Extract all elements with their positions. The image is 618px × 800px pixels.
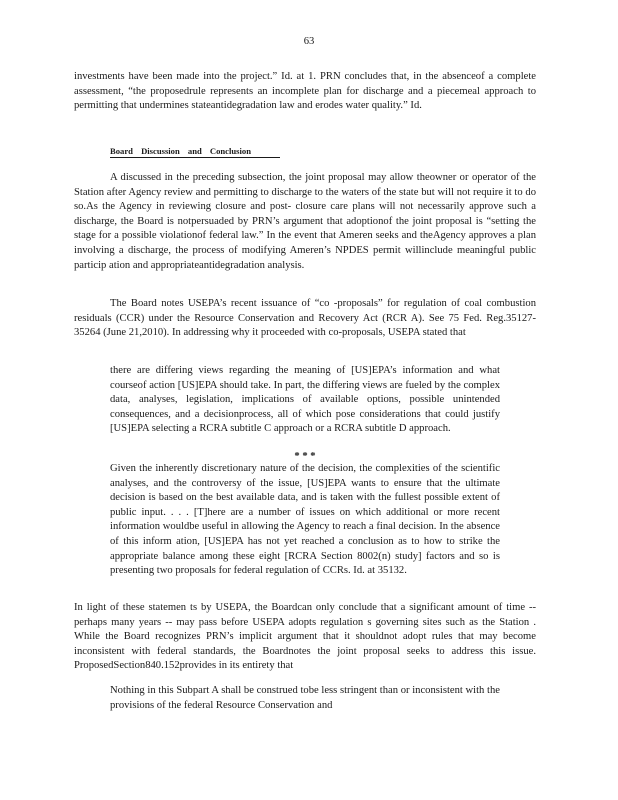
paragraph-usepa-coproposals: The Board notes USEPA’s recent issuance of “co -proposals” for regulation of coal combustion residuals (CCR) under the Resource Conservation and Recovery Act (RCR A). See 75 Fed. Reg.35127-35264 (June 21,2010). In addressing why it proceeded with co-proposals, USEPA stated that (74, 298, 536, 339)
block-quote-usepa-2: Given the inherently discretionary nature of the decision, the complexities of the scientific analyses, and the controversy of the issue, [US]EPA wants to ensure that the ultimate decision is based on the best available data, and is taken with the fullest possible extent of public input. . . . [T]here are a number of issues on which additional or more recent information wouldbe useful in allowing the Agency to reach a final decision. In the absence of this inform ation, [US]EPA has not yet reached a conclusion as to how to strike the appropriate balance among these eight [RCRA Section 8002(n) study] factors and so is presenting two proposals for federal regulation of CCRs. Id. at 35132. (110, 463, 500, 577)
block-quote-usepa-1: there are differing views regarding the meaning of [US]EPA’s information and what courseof action [US]EPA should take. In part, the differing views are fueled by the complex data, analyses, legislation, implications of available options, possible unintended consequences, and a decisionprocess, all of which pose considerations that could justify [US]EPA selecting a RCRA subtitle C approach or a RCRA subtitle D approach. (110, 365, 500, 435)
paragraph-prn-conclusion: investments have been made into the project.” Id. at 1. PRN concludes that, in the absenceof a complete assessment, “the proposedrule represents an incomplete plan for discharge and a piecemeal approach to permitting that undermines stateantidegradation law and erodes water quality.” Id. (74, 71, 536, 112)
ellipsis-stars: * * * (294, 451, 316, 462)
paragraph-board-discussion: A discussed in the preceding subsection, the joint proposal may allow theowner or operator of the Station after Agency review and permitting to discharge to the waters of the state but will not require it to do so.As the Agency in reviewing closure and post- closure care plans will not necessarily approve such a discharge, the Board is notpersuaded by PRN’s argument that adoptionof the joint proposal is “setting the stage for a possible violationof federal law.” In the event that Ameren seeks and theAgency approves a plan involving a discharge, the process of modifying Ameren’s NPDES permit willinclude meaningful public particip ation and appropriateantidegradation analysis. (74, 172, 536, 271)
section-heading: Board Discussion and Conclusion (110, 146, 280, 158)
paragraph-in-light: In light of these statemen ts by USEPA, the Boardcan only conclude that a significant amount of time -- perhaps many years -- may pass before USEPA adopts regulation s governing sites such as the Station . While the Board recognizes PRN’s implicit argument that it shouldnot adopt rules that may become inconsistent with federal standards, the Boardnotes the joint proposal seeks to address this issue. ProposedSection840.152provides in its entirety that (74, 602, 536, 672)
block-quote-section-840: Nothing in this Subpart A shall be construed tobe less stringent than or inconsistent with the provisions of the federal Resource Conservation and (110, 685, 500, 711)
page-number: 63 (303, 36, 315, 47)
